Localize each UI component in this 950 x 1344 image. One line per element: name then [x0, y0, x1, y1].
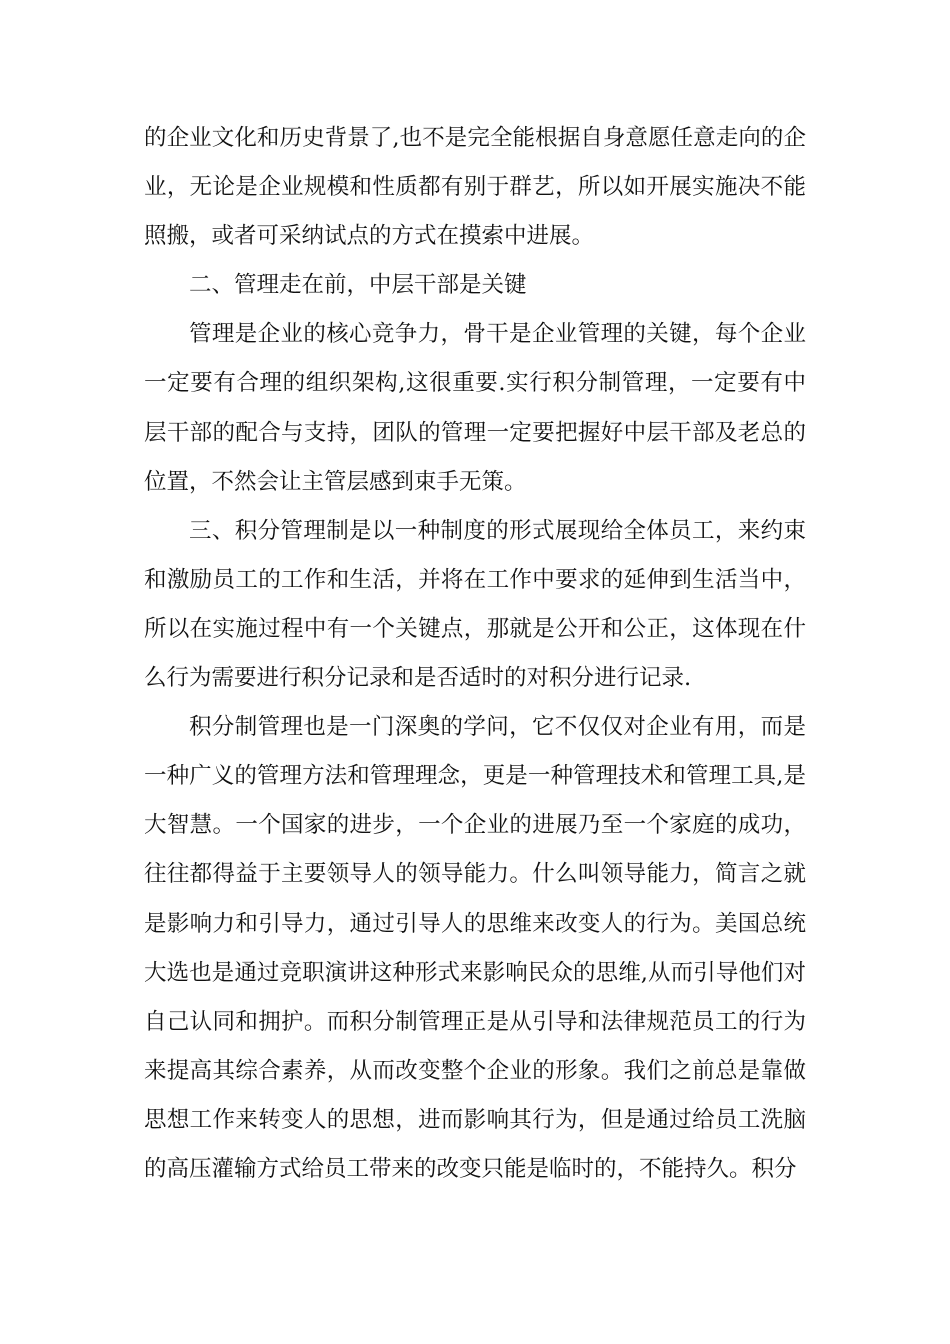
paragraph-points-system: 积分制管理也是一门深奥的学问，它不仅仅对企业有用，而是一种广义的管理方法和管理理念，更是一种管理技术和管理工具,是大智慧。一个国家的进步，一个企业的进展乃至一个家庭的成功，往往都得益于主要领导人的领导能力。什么叫领导能力，简言之就是影响力和引导力，通过引导人的思维来改变人的行为。美国总统大选也是通过竞职演讲这种形式来影响民众的思维,从而引导他们对自己认同和拥护。而积分制管理正是从引导和法律规范员工的行为来提高其综合素养，从而改变整个企业的形象。我们之前总是靠做思想工作来转变人的思想，进而影响其行为，但是通过给员工洗脑的高压灌输方式给员工带来的改变只能是临时的，不能持久。积分	[144, 714, 806, 1182]
document-body	[144, 114, 806, 1194]
section-heading-three: 三、积分管理制是以一种制度的形式展现给全体员工，来约束和激励员工的工作和生活，并将在工作中要求的延伸到生活当中，所以在实施过程中有一个关键点，那就是公开和公正，这体现在什么行为需要进行积分记录和是否适时的对积分进行记录.	[144, 517, 806, 692]
paragraph-management: 管理是企业的核心竞争力，骨干是企业管理的关键，每个企业一定要有合理的组织架构,这很重要.实行积分制管理，一定要有中层干部的配合与支持，团队的管理一定要把握好中层干部及老总的位置，不然会让主管层感到束手无策。	[144, 321, 806, 495]
section-heading-two: 二、管理走在前，中层干部是关键	[189, 272, 527, 299]
paragraph-continuation: 的企业文化和历史背景了,也不是完全能根据自身意愿任意走向的企业，无论是企业规模和性质都有别于群艺，所以如开展实施决不能照搬，或者可采纳试点的方式在摸索中进展。	[144, 125, 806, 250]
